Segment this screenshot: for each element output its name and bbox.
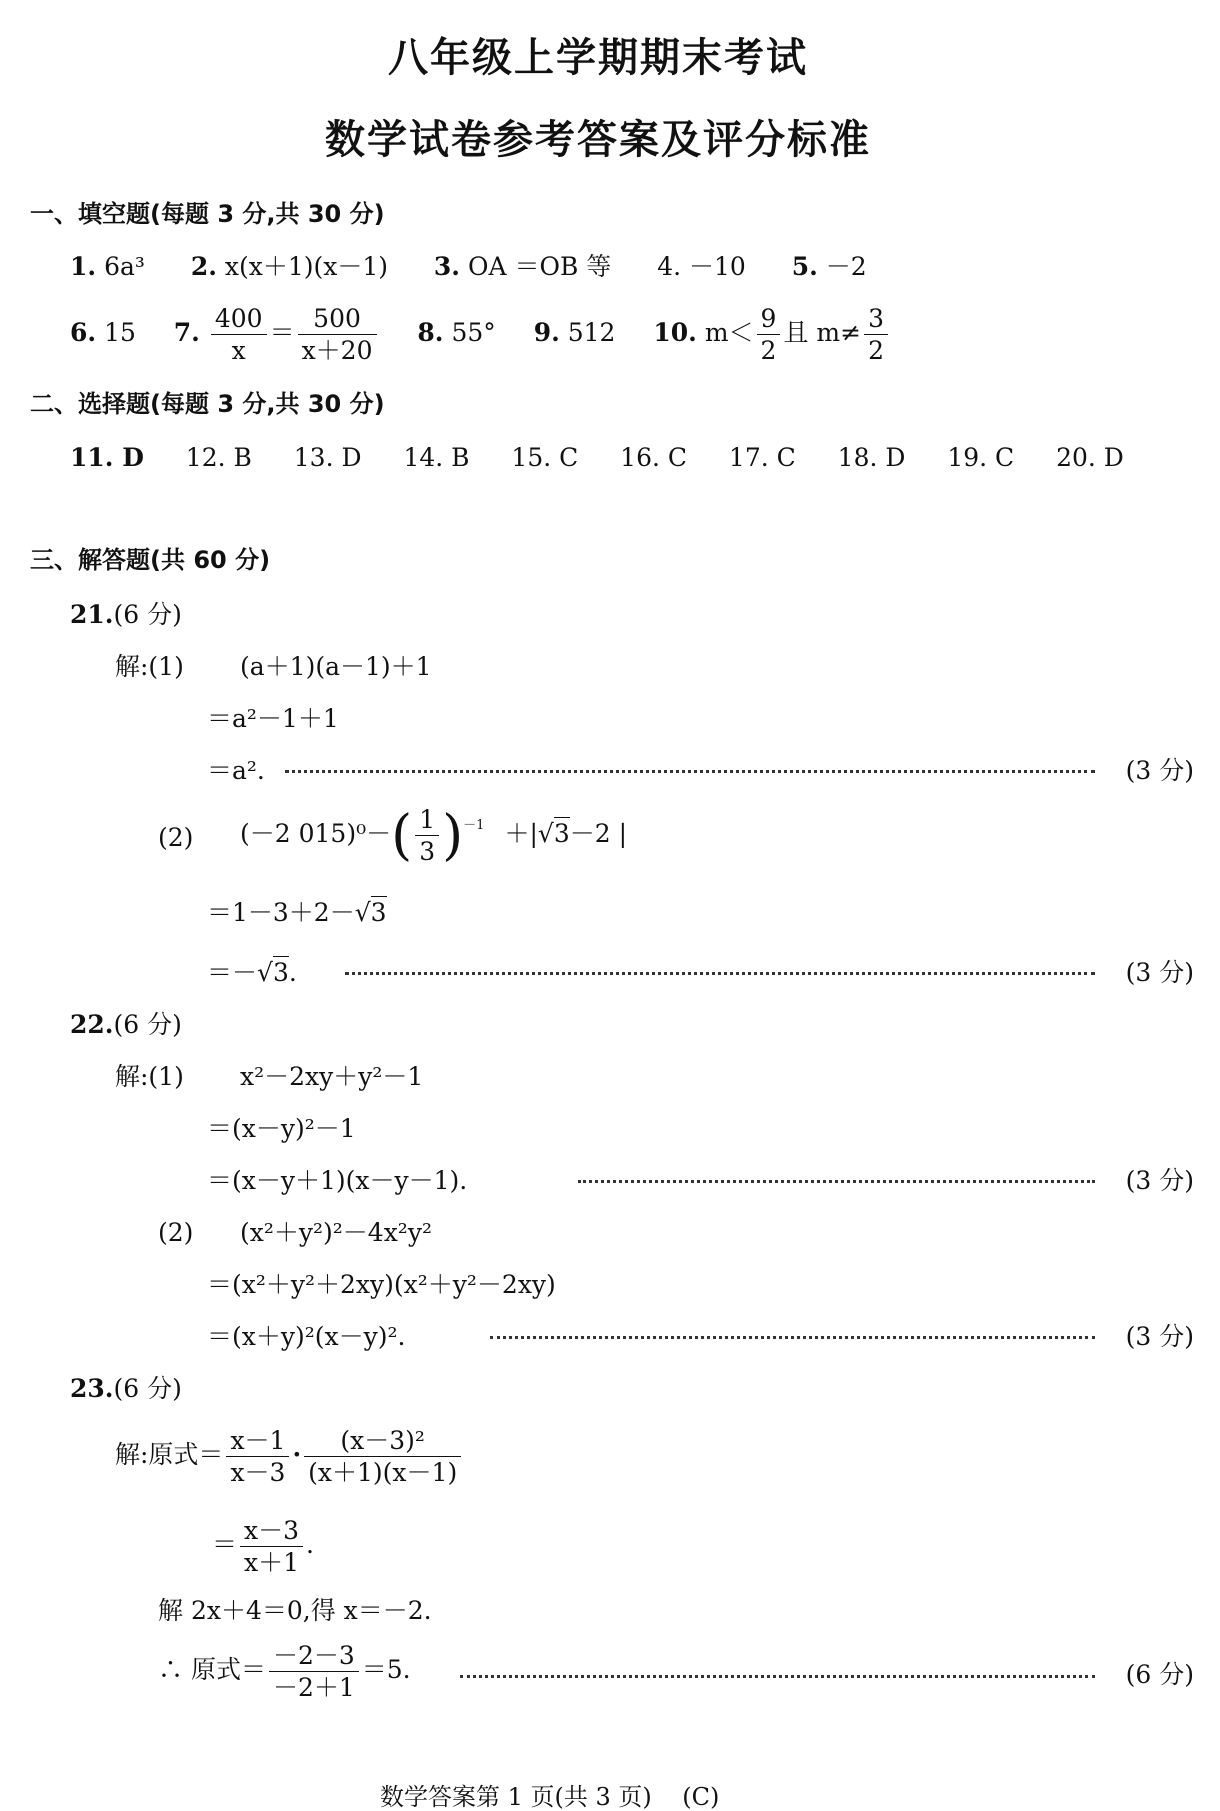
q22-part1-expression: x²－2xy＋y²－1 <box>240 1062 424 1091</box>
q21-part1-step1: ＝a²－1＋1 <box>207 704 339 733</box>
q22-part1-step2: ＝(x－y＋1)(x－y－1). <box>207 1166 468 1195</box>
q22-points: (6 分) <box>113 1010 182 1039</box>
q21-part2-label: (2) <box>158 823 194 852</box>
q21-part1-leader <box>285 770 1095 773</box>
fill-answers-row1 <box>70 254 867 279</box>
choice-answer: 16. C <box>620 443 688 472</box>
q21-part2-fraction: $\frac{1}{3}$ <box>415 807 439 864</box>
answer-4-number: 4. <box>657 252 682 281</box>
answer-7-right-fraction: $\frac{500}{x+20}$ <box>298 306 377 363</box>
answer-10-number: 10. <box>653 318 697 347</box>
section3-heading: 三、解答题(共 60 分) <box>30 546 271 574</box>
answer-8-number: 8. <box>417 318 444 347</box>
q21-part2-term-a: (－2 015)⁰－ <box>240 819 392 848</box>
q21-part2-sqrt: 3 <box>553 819 570 848</box>
answer-4: －10 <box>689 252 746 281</box>
answer-1-number: 1. <box>70 252 97 281</box>
choice-answer: 13. D <box>293 443 362 472</box>
q21-part1-step2: ＝a². <box>207 756 265 785</box>
q22-part1-leader <box>578 1180 1095 1183</box>
q23-solve-line: 解 2x＋4＝0,得 x＝－2. <box>158 1596 432 1625</box>
answer-3: OA ＝OB 等 <box>467 252 612 281</box>
q23-fraction-3: $\frac{x-3}{x+1}$ <box>240 1518 303 1575</box>
q21-part2-step2-end: . <box>288 958 297 987</box>
q21-part1-score: (3 分) <box>1125 756 1194 785</box>
answer-10-fraction-1: $\frac{9}{2}$ <box>757 306 781 363</box>
answer-7-left-fraction: $\frac{400}{x}$ <box>211 306 267 363</box>
answer-2: x(x＋1)(x－1) <box>224 252 388 281</box>
answer-10-fraction-2: $\frac{3}{2}$ <box>864 306 888 363</box>
answer-5: －2 <box>825 252 867 281</box>
q21-part2-term-c: －2 | <box>569 819 628 848</box>
exam-title: 八年级上学期期末考试 <box>388 35 808 81</box>
q23-points: (6 分) <box>113 1374 182 1403</box>
q21-part2-leader <box>345 972 1095 975</box>
answer-key-subtitle: 数学试卷参考答案及评分标准 <box>325 117 871 163</box>
q23-solution-label: 解:原式＝ <box>115 1440 224 1469</box>
answer-10-m: m＜ <box>704 318 754 347</box>
q21-part2-step1-text: ＝1－3＋2－√ <box>207 898 371 927</box>
q23-label: 23. <box>70 1374 114 1403</box>
choice-answer: 14. B <box>403 443 470 472</box>
q23-fraction-4: $\frac{-2-3}{-2+1}$ <box>269 1643 359 1700</box>
q22-part2-label: (2) <box>158 1218 194 1247</box>
choice-answer: 17. C <box>728 443 796 472</box>
q21-part2-step1 <box>207 900 387 925</box>
q22-header <box>70 1012 182 1037</box>
page-footer: 数学答案第 1 页(共 3 页) (C) <box>380 1783 720 1811</box>
q22-part1-label: 解:(1) <box>115 1062 184 1091</box>
section1-heading: 一、填空题(每题 3 分,共 30 分) <box>30 200 385 228</box>
answer-6: 15 <box>104 318 136 347</box>
answer-6-number: 6. <box>70 318 97 347</box>
q22-part1-step1: ＝(x－y)²－1 <box>207 1114 356 1143</box>
choice-answer: 12. B <box>185 443 252 472</box>
q21-part1-expression: (a＋1)(a－1)＋1 <box>240 652 432 681</box>
q22-part2-score: (3 分) <box>1125 1322 1194 1351</box>
answer-8: 55° <box>451 318 496 347</box>
q21-header <box>70 602 182 627</box>
q21-part2-step2-sqrt: 3 <box>272 958 289 987</box>
answer-7-equals: ＝ <box>269 318 295 347</box>
q23-step-equals: ＝ <box>212 1530 238 1559</box>
answer-10-middle: 且 m≠ <box>783 318 862 347</box>
answer-1: 6a³ <box>104 252 145 281</box>
q23-leader <box>460 1675 1095 1678</box>
q21-part2-step2 <box>207 960 297 985</box>
choice-answer: 19. C <box>947 443 1015 472</box>
choice-answer: 11. D <box>70 443 144 472</box>
choice-answer: 18. D <box>837 443 906 472</box>
q21-part2-term-b: ＋| <box>504 819 538 848</box>
q23-fraction-2: $\frac{\text{(x－3)²}}{(x+1)(x-1)}$ <box>304 1428 461 1485</box>
choice-answer: 15. C <box>511 443 579 472</box>
q22-part2-expression: (x²＋y²)²－4x²y² <box>240 1218 432 1247</box>
q23-result-line <box>158 1643 411 1700</box>
q23-fraction-1: $\frac{x-1}{x-3}$ <box>226 1428 289 1485</box>
q22-part1-score: (3 分) <box>1125 1166 1194 1195</box>
q23-score: (6 分) <box>1125 1660 1194 1689</box>
q22-part2-step2: ＝(x＋y)²(x－y)². <box>207 1322 406 1351</box>
choice-answers <box>70 445 1124 470</box>
choice-answer: 20. D <box>1056 443 1124 472</box>
q21-part2-expression: (－2 015)⁰－( $\frac{1}{3}$ )$^{-1}$ ＋|√3－2 | <box>240 803 628 867</box>
q23-solution-line <box>115 1428 464 1485</box>
q21-label: 21. <box>70 600 114 629</box>
q22-label: 22. <box>70 1010 114 1039</box>
answer-3-number: 3. <box>433 252 461 281</box>
q23-header <box>70 1376 182 1401</box>
section2-heading: 二、选择题(每题 3 分,共 30 分) <box>30 390 385 418</box>
q22-part2-step1: ＝(x²＋y²＋2xy)(x²＋y²－2xy) <box>207 1270 556 1299</box>
q21-part2-exponent: －1 <box>463 818 485 833</box>
q23-simplified <box>212 1518 314 1575</box>
answer-2-number: 2. <box>190 252 217 281</box>
q21-part1-label: 解:(1) <box>115 652 184 681</box>
q21-part2-step1-sqrt: 3 <box>370 898 387 927</box>
q21-part2-step2-text: ＝－√ <box>207 958 273 987</box>
answer-7-number: 7. <box>173 318 200 347</box>
q23-multiply-dot: · <box>292 1440 302 1469</box>
answer-9-number: 9. <box>533 318 560 347</box>
answer-9: 512 <box>567 318 616 347</box>
q21-points: (6 分) <box>113 600 182 629</box>
q23-step-end: . <box>306 1530 314 1559</box>
answer-5-number: 5. <box>791 252 818 281</box>
q23-result: ＝5. <box>361 1655 411 1684</box>
q23-therefore: ∴ 原式＝ <box>158 1655 266 1684</box>
fill-answers-row2 <box>70 306 891 363</box>
q22-part2-leader <box>490 1336 1095 1339</box>
q21-part2-score: (3 分) <box>1125 958 1194 987</box>
